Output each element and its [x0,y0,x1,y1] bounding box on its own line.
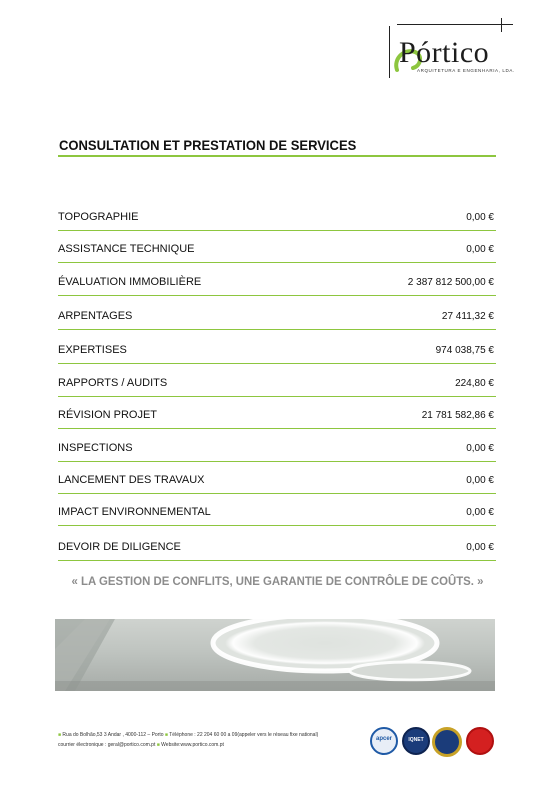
service-row [58,204,496,231]
tagline-quote: « LA GESTION DE CONFLITS, UNE GARANTIE DE CONTRÔLE DE COÛTS. » [71,574,484,588]
iqnet-badge-icon [402,727,430,755]
service-row [58,435,496,462]
service-value: 27 411,32 € [441,311,494,322]
service-row [58,499,496,526]
gold-seal-badge-icon [432,727,462,757]
service-value: 0,00 € [466,443,494,454]
service-row [58,534,496,561]
title-rule [58,155,496,157]
service-label: EXPERTISES [58,344,127,356]
footer-website: Website:www.portico.com.pt [161,742,224,748]
service-value: 0,00 € [466,475,494,486]
logo-frame-tick [501,18,502,32]
iqnet-badge-text: IQNET [408,737,424,743]
service-value: 21 781 582,86 € [421,410,494,421]
apcer-badge-icon [370,727,398,755]
service-row [58,370,496,397]
company-logo [383,18,533,80]
logo-name: Pórtico [399,36,490,69]
red-seal-badge-icon [466,727,494,755]
service-value: 0,00 € [466,507,494,518]
service-label: INSPECTIONS [58,442,133,454]
service-label: DEVOIR DE DILIGENCE [58,541,181,553]
footer-address: Rua do Bolhão,53 3 Andar , 4000-112 – Porto [62,732,164,738]
service-value: 0,00 € [466,244,494,255]
bullet-icon: ■ [156,742,160,748]
logo-frame-horizontal [397,24,513,25]
footer-line-2 [58,740,358,750]
service-row [58,337,496,364]
page-title: CONSULTATION ET PRESTATION DE SERVICES [59,137,357,153]
service-label: ASSISTANCE TECHNIQUE [58,243,195,255]
logo-frame-vertical [389,26,390,78]
service-value: 224,80 € [455,378,494,389]
footer-line-1 [58,730,358,740]
footer-contact [58,730,358,750]
certification-badges [370,724,500,754]
service-label: RÉVISION PROJET [58,409,158,421]
service-label: ARPENTAGES [58,310,133,322]
service-row [58,402,496,429]
footer-email: courrier électronique : geral@portico.com.pt [58,742,156,748]
service-label: TOPOGRAPHIE [58,211,139,223]
service-label: IMPACT ENVIRONNEMENTAL [58,506,211,518]
service-row [58,303,496,330]
service-value: 974 038,75 € [435,345,494,356]
service-label: LANCEMENT DES TRAVAUX [58,474,205,486]
bullet-icon: ■ [164,732,168,738]
service-row [58,269,496,296]
service-label: RAPPORTS / AUDITS [58,377,168,389]
apcer-badge-text: apcer [375,736,392,742]
service-value: 0,00 € [466,542,494,553]
footer-telephone: Téléphone : 22 204 60 00 a 09(appeler vers le réseau fixe national) [169,732,319,738]
bullet-icon: ■ [58,732,62,738]
service-value: 0,00 € [466,212,494,223]
service-label: ÉVALUATION IMMOBILIÈRE [58,276,202,288]
service-value: 2 387 812 500,00 € [407,277,494,288]
service-row [58,236,496,263]
ceiling-lights-illustration [55,619,495,691]
service-row [58,467,496,494]
logo-subtitle: ARQUITETURA E ENGENHARIA, LDA. [417,68,515,73]
ceiling-lights-photo [55,619,495,691]
